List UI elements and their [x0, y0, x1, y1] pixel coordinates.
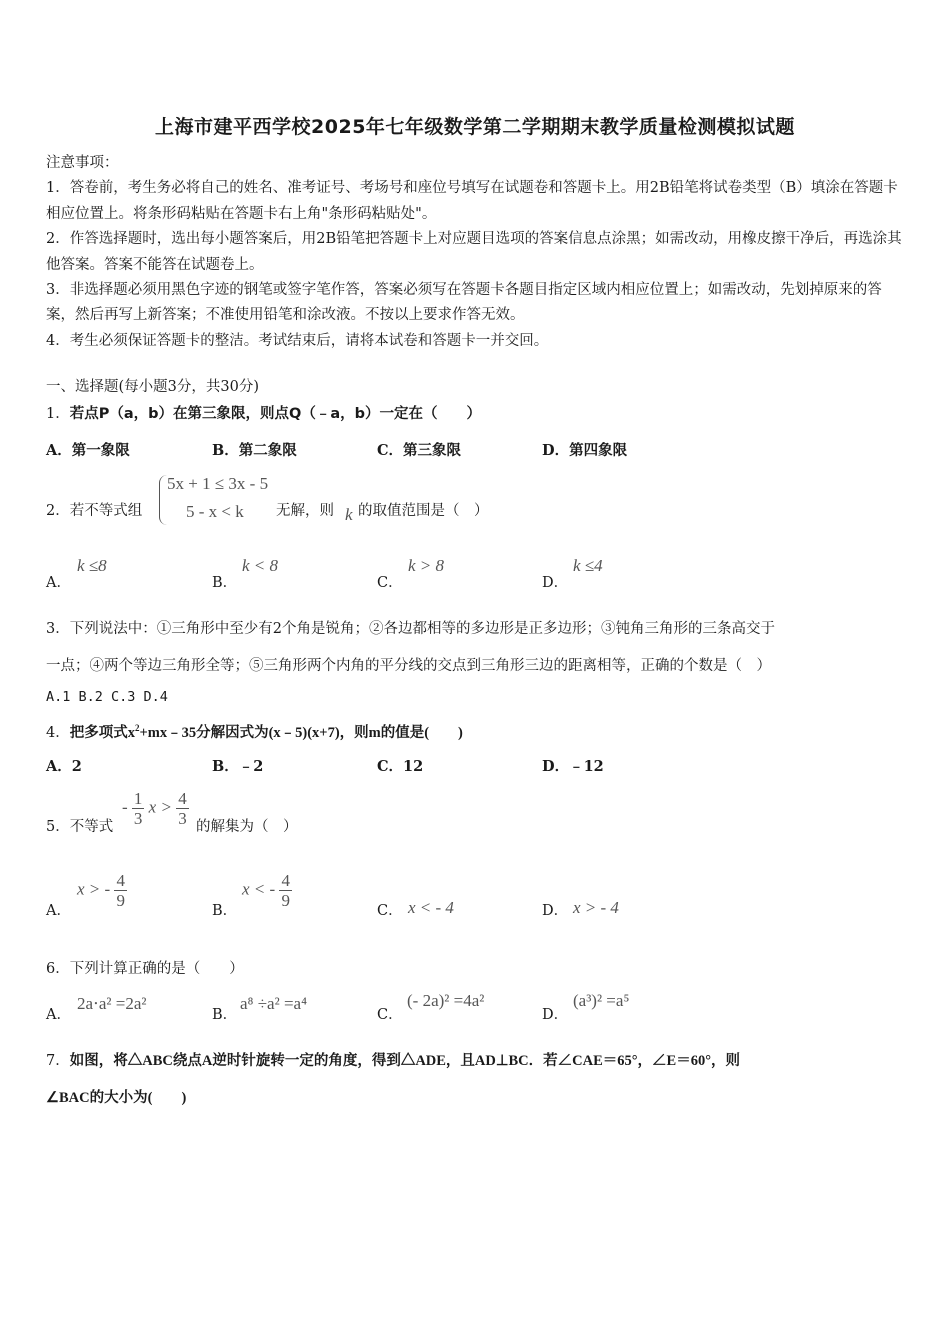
- q5-fraction-2: [176, 789, 189, 828]
- q5-option-a-fraction: [114, 871, 127, 910]
- note-item-4: 4．考生必须保证答题卡的整洁。考试结束后，请将本试卷和答题卡一并交回。: [46, 332, 549, 349]
- q7-line-2: ∠BAC的大小为( ): [46, 1090, 187, 1106]
- q5-x-gt: x >: [148, 797, 172, 817]
- q5-text-pre: 不等式: [69, 819, 114, 835]
- q1-option-d: D．第四象限: [542, 442, 628, 459]
- q6-number: 6．: [46, 961, 70, 977]
- q2-variable-k: k: [345, 505, 353, 524]
- q6-label-c: C．: [377, 1007, 403, 1023]
- q4-number: 4．: [46, 725, 70, 741]
- q5-option-b-prefix: x < -: [242, 879, 276, 899]
- q5-fraction-1: [132, 789, 145, 828]
- q5-option-a-den: 9: [116, 891, 125, 910]
- q4-stem: [46, 721, 463, 742]
- q6-option-d: (a³)² =a⁵: [573, 991, 630, 1010]
- q7-line-1: [46, 1049, 740, 1070]
- q3-line-1: [46, 617, 775, 638]
- q5-fraction-2-den: 3: [178, 809, 187, 828]
- q5-option-b-fraction: [279, 871, 292, 910]
- q2-label-b: B．: [212, 575, 238, 591]
- note-item-2: 2．作答选择题时，选出每小题答案后，用2B铅笔把答题卡上对应题目选项的答案信息点涂黑；如需改动，用橡皮擦干净后，再选涂其他答案。答案不能答在试题卷上。: [46, 231, 902, 273]
- q5-number: 5．: [46, 819, 70, 835]
- q6-label-d: D．: [542, 1007, 569, 1023]
- page-title: 上海市建平西学校2025年七年级数学第二学期期末教学质量检测模拟试题: [155, 116, 795, 138]
- notes-block: [46, 151, 906, 354]
- q2-number: 2．: [46, 503, 70, 519]
- q5-stem-post: 的解集为（ ）: [196, 819, 298, 835]
- q6-text: 下列计算正确的是（ ）: [69, 961, 244, 977]
- q1-option-b: B．第二象限: [212, 442, 297, 459]
- q5-option-d: x > - 4: [573, 898, 619, 917]
- q5-option-b: [242, 871, 292, 910]
- q6-option-a: 2a⋅a² =2a²: [77, 994, 147, 1013]
- note-item-3: 3．非选择题必须用黑色字迹的钢笔或签字笔作答，答案必须写在答题卡各题目指定区域内相应位置上；如需改动，先划掉原来的答案，然后再写上新答案；不准使用铅笔和涂改液。不按以上要求作答无效。: [46, 282, 882, 324]
- q2-option-d: k ≤4: [573, 556, 603, 575]
- q3-options: A.1 B.2 C.3 D.4: [46, 689, 168, 705]
- q6-label-b: B．: [212, 1007, 238, 1023]
- q6-label-a: A．: [46, 1007, 71, 1023]
- q5-fraction-2-num: 4: [178, 789, 187, 808]
- q5-option-c: x < - 4: [408, 898, 454, 917]
- q1-option-c: C．第三象限: [377, 442, 462, 459]
- q4-superscript: 2: [134, 723, 140, 734]
- q2-option-a: k ≤8: [77, 556, 107, 575]
- q2-label-d: D．: [542, 575, 569, 591]
- q4-text-post: +mx﹣35分解因式为(x﹣5)(x+7)，则m的值是( ): [139, 725, 463, 741]
- q1-number: 1．: [46, 406, 70, 422]
- q2-stem-mid: 无解，则: [276, 503, 334, 519]
- q2-inequality-1: 5x + 1 ≤ 3x - 5: [167, 474, 269, 493]
- q2-inequality-2: 5 - x < k: [186, 502, 244, 521]
- q1-text: 若点P（a，b）在第三象限，则点Q（﹣a，b）一定在（ ）: [69, 406, 482, 422]
- q5-stem-pre: [46, 815, 113, 836]
- q5-option-a-num: 4: [116, 871, 125, 890]
- q5-label-d: D．: [542, 903, 569, 919]
- q1-stem: [46, 402, 481, 423]
- q2-label-a: A．: [46, 575, 71, 591]
- q4-option-d: D．﹣12: [542, 758, 604, 775]
- q4-option-c: C．12: [377, 758, 424, 775]
- q5-label-a: A．: [46, 903, 71, 919]
- q5-label-c: C．: [377, 903, 403, 919]
- q4-text: [70, 725, 463, 741]
- q3-text-1: 下列说法中：①三角形中至少有2个角是锐角；②各边都相等的多边形是正多边形；③钝角三角形的三条高交于: [69, 621, 775, 637]
- q2-stem-pre: [46, 499, 142, 520]
- q4-text-pre: 把多项式x: [69, 725, 135, 741]
- q7-number: 7．: [46, 1053, 70, 1069]
- section-heading: 一、选择题(每小题3分，共30分): [46, 379, 259, 395]
- q3-line-2: 一点；④两个等边三角形全等；⑤三角形两个内角的平分线的交点到三角形三边的距离相等，正确的个数是（ ）: [46, 658, 771, 674]
- q5-option-a-prefix: x > -: [77, 879, 111, 899]
- q5-inequality: [122, 789, 189, 828]
- q6-option-b: a⁸ ÷a² =a⁴: [240, 994, 308, 1013]
- q5-fraction-1-num: 1: [133, 789, 143, 808]
- q5-option-b-num: 4: [281, 871, 290, 890]
- q2-stem-text: 若不等式组: [69, 503, 143, 519]
- q2-label-c: C．: [377, 575, 403, 591]
- q1-option-a: A．第一象限: [46, 442, 130, 459]
- q5-fraction-1-den: 3: [133, 809, 143, 828]
- q4-option-a: A．2: [46, 758, 82, 775]
- q2-stem-post: 的取值范围是（ ）: [358, 503, 489, 519]
- q6-option-c: (- 2a)² =4a²: [407, 991, 485, 1010]
- notes-heading: 注意事项：: [46, 155, 119, 171]
- q2-option-c: k > 8: [408, 556, 445, 575]
- q6-stem: [46, 957, 244, 978]
- q5-neg-sign: -: [122, 797, 128, 817]
- q5-option-a: [77, 871, 127, 910]
- q5-label-b: B．: [212, 903, 238, 919]
- q2-option-b: k < 8: [242, 556, 279, 575]
- q5-option-b-den: 9: [281, 891, 290, 910]
- q4-option-b: B．﹣2: [212, 758, 264, 775]
- q7-text-1: 如图，将△ABC绕点A逆时针旋转一定的角度，得到△ADE，且AD⊥BC．若∠CAE＝65°，∠E＝60°，则: [69, 1053, 741, 1069]
- note-item-1: 1．答卷前，考生务必将自己的姓名、准考证号、考场号和座位号填写在试题卷和答题卡上。用2B铅笔将试卷类型（B）填涂在答题卡相应位置上。将条形码粘贴在答题卡右上角"条形码粘贴处"。: [46, 180, 898, 222]
- q3-number: 3．: [46, 621, 70, 637]
